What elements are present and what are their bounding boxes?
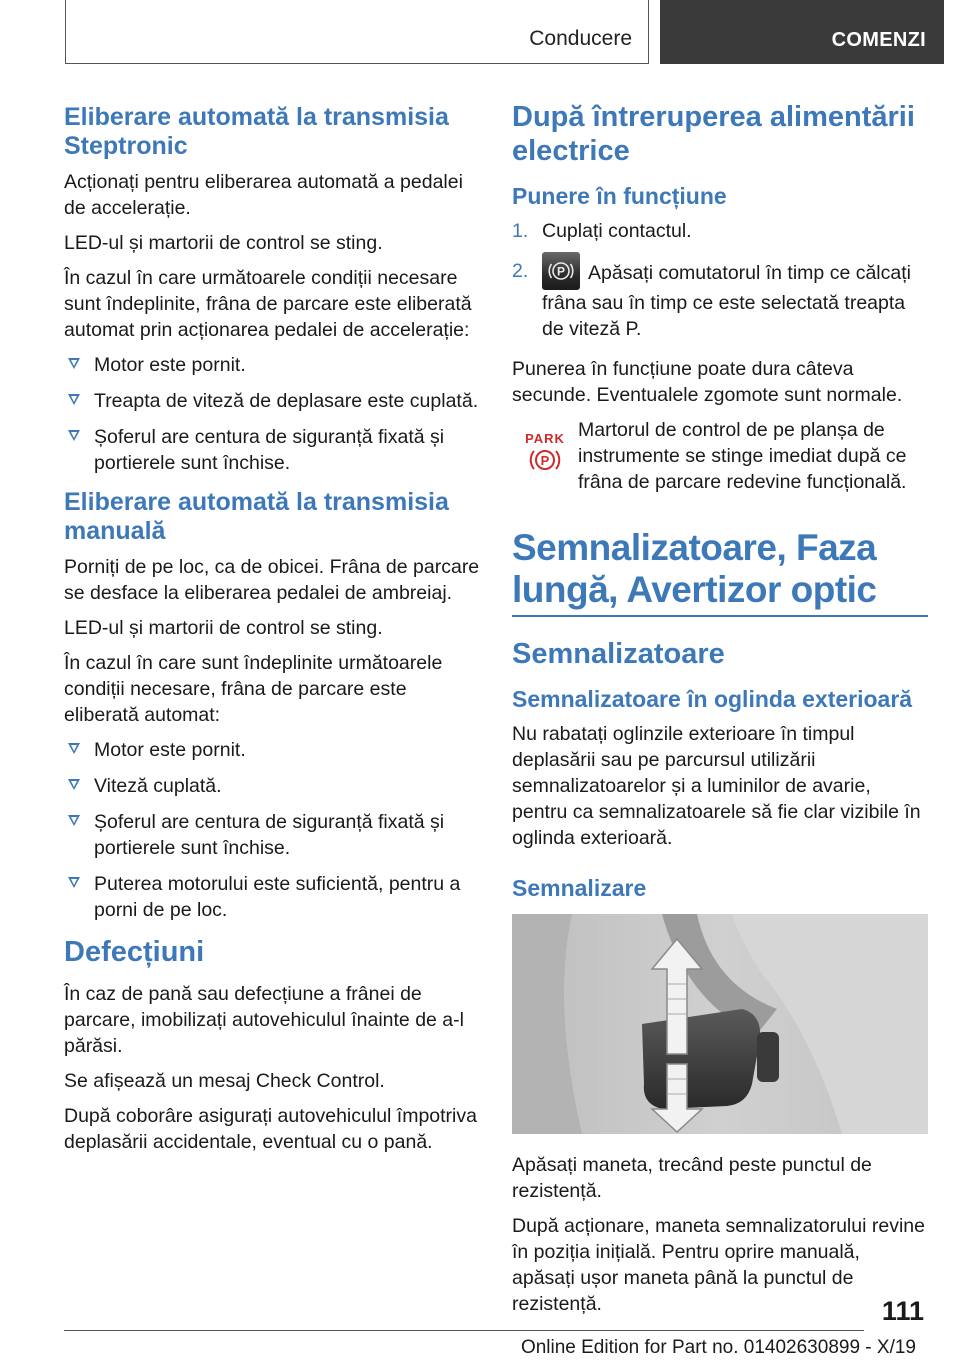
heading-defects: Defecțiuni	[64, 936, 205, 968]
header-section-title: Conducere	[529, 27, 632, 50]
paragraph: Nu rabatați oglinzile exterioare în timpul deplasării sau pe parcursul utilizării semnalizatoarelor și a luminilor de avarie, pentru ca semnalizatoarele să fie clar vizibile în oglinda exterioară.	[512, 723, 921, 849]
paragraph: În caz de pană sau defecțiune a frânei de parcare, imobilizați autovehiculul înainte de a-l părăsi.	[64, 983, 464, 1057]
conditions-list-steptronic	[64, 352, 480, 476]
list-item: Șoferul are centura de siguranță fixată și portierele sunt închise.	[64, 424, 480, 476]
heading-manual: Eliberare automată la transmisia manuală	[64, 488, 449, 545]
paragraph: În cazul în care sunt îndeplinite următoarele condiții necesare, frâna de parcare este eliberată automat:	[64, 652, 443, 726]
header-section-tab	[65, 0, 649, 64]
footer-edition: Online Edition for Part no. 01402630899 - X/19	[520, 1337, 916, 1358]
heading-steptronic: Eliberare automată la transmisia Steptronic	[64, 103, 449, 160]
list-item: Motor este pornit.	[64, 737, 480, 763]
list-item: Puterea motorului este suficientă, pentru a porni de pe loc.	[64, 871, 480, 923]
triangle-bullet-icon	[68, 358, 80, 369]
paragraph: După acționare, maneta semnalizatorului revine în poziția inițială. Pentru oprire manuală, apăsați ușor maneta până la punctul de rezistență.	[512, 1215, 925, 1315]
header-chapter-tab	[660, 0, 944, 64]
park-note-text: Martorul de control de pe planșa de instrumente se stinge imediat după ce frâna de parcare redevine funcțională.	[578, 419, 907, 493]
svg-text:P: P	[540, 453, 550, 468]
heading-power-interruption: După întreruperea alimentării electrice	[512, 101, 915, 167]
step-item: 2. P Apăsați comutatorul în timp ce călcați frâna sau în timp ce este selectată treapta de viteză P.	[512, 258, 928, 342]
heading-commissioning: Punere în funcțiune	[512, 183, 727, 209]
paragraph: Punerea în funcțiune poate dura câteva secunde. Eventualele zgomote sunt normale.	[512, 358, 903, 406]
list-item: Treapta de viteză de deplasare este cuplată.	[64, 388, 480, 414]
step-number: 2.	[512, 260, 529, 282]
paragraph: După coborâre asigurați autovehiculul împotriva deplasării accidentale, eventual cu o pană.	[64, 1105, 477, 1153]
paragraph: LED-ul și martorii de control se sting.	[64, 617, 383, 639]
step-item: 1. Cuplați contactul.	[512, 220, 692, 242]
paragraph: Acționați pentru eliberarea automată a pedalei de accelerație.	[64, 171, 463, 219]
heading-signalling: Semnalizare	[512, 875, 647, 901]
paragraph: Porniți de pe loc, ca de obicei. Frâna de parcare se desface la eliberarea pedalei de ambreiaj.	[64, 556, 480, 604]
heading-turn-signals: Semnalizatoare	[512, 638, 725, 670]
conditions-list-manual	[64, 737, 480, 923]
triangle-bullet-icon	[68, 743, 80, 754]
right-column	[512, 100, 928, 1326]
svg-text:P: P	[556, 264, 566, 279]
triangle-bullet-icon	[68, 815, 80, 826]
step-number: 1.	[512, 220, 529, 242]
page-number: 111	[881, 1296, 924, 1326]
paragraph: În cazul în care următoarele condiții necesare sunt îndeplinite, frâna de parcare este eliberată automat prin acționarea pedalei de accelerație:	[64, 267, 472, 341]
list-item: Motor este pornit.	[64, 352, 480, 378]
triangle-bullet-icon	[68, 394, 80, 405]
chapter-heading-turn-signals: Semnalizatoare, Faza lungă, Avertizor optic	[512, 527, 877, 610]
left-column	[64, 100, 480, 1164]
list-item: Viteză cuplată.	[64, 773, 480, 799]
parking-brake-switch-icon	[542, 252, 580, 290]
triangle-bullet-icon	[68, 430, 80, 441]
park-warning-icon	[512, 417, 578, 495]
list-item: Șoferul are centura de siguranță fixată și portierele sunt închise.	[64, 809, 480, 861]
park-icon-label: PARK	[525, 431, 565, 446]
turn-signal-lever-illustration	[512, 914, 928, 1134]
steps-list	[512, 218, 928, 342]
park-circle-icon	[527, 446, 563, 474]
triangle-bullet-icon	[68, 779, 80, 790]
paragraph: Se afișează un mesaj Check Control.	[64, 1070, 385, 1092]
park-indicator-note	[512, 417, 928, 495]
heading-mirror-signals: Semnalizatoare în oglinda exterioară	[512, 686, 913, 712]
paragraph: Apăsați maneta, trecând peste punctul de rezistență.	[512, 1154, 872, 1202]
footer-divider	[64, 1330, 864, 1331]
chapter-divider	[512, 615, 928, 617]
paragraph: LED-ul și martorii de control se sting.	[64, 232, 383, 254]
header-chapter-title: COMENZI	[831, 29, 926, 51]
triangle-bullet-icon	[68, 877, 80, 888]
